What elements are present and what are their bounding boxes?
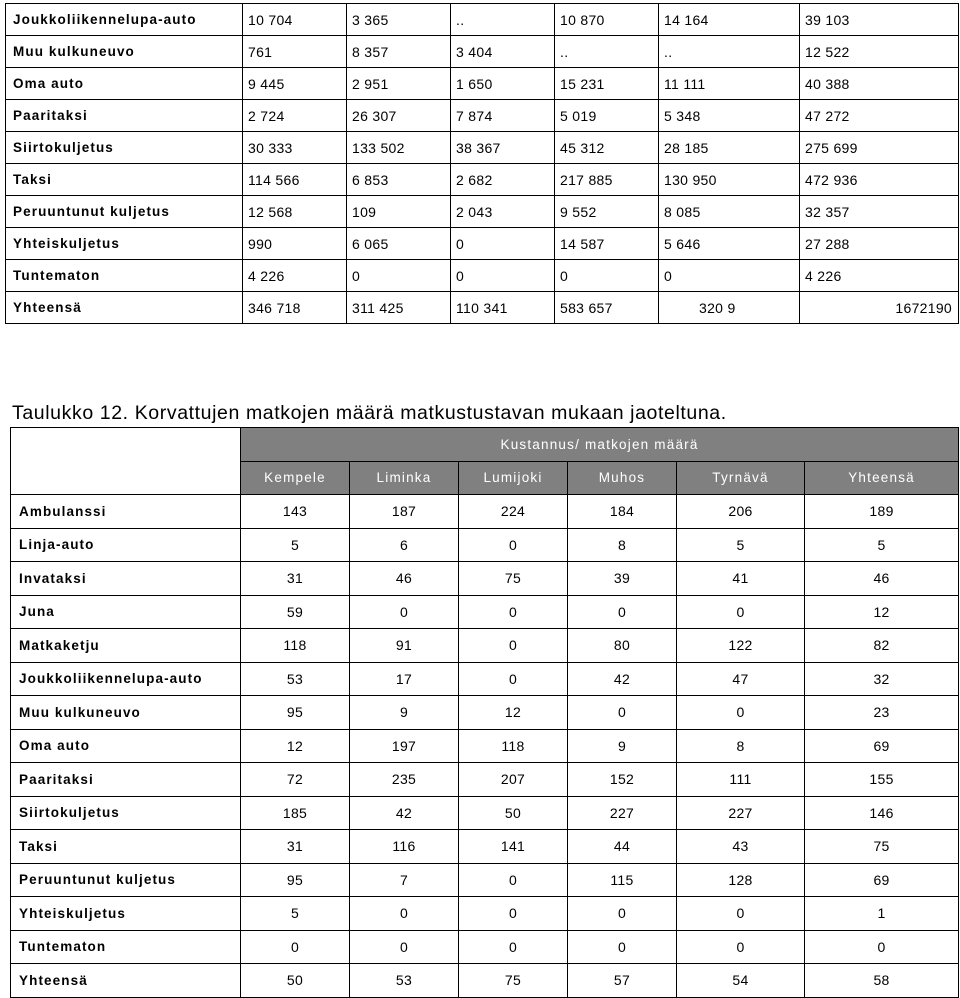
table-row: [11, 930, 959, 964]
table-cell: 47 272: [800, 100, 959, 132]
table-cell: 217 885: [555, 164, 659, 196]
table-cell: 9 445: [243, 68, 347, 100]
table-cell: 8 085: [659, 196, 800, 228]
corner-cell: [11, 461, 241, 495]
table-cell: 53: [241, 662, 350, 696]
table-cell: 4 226: [800, 260, 959, 292]
table-cell: ..: [555, 36, 659, 68]
table-cell: 311 425: [347, 292, 451, 324]
table-cell: 10 704: [243, 4, 347, 36]
table-cell: 133 502: [347, 132, 451, 164]
table-row: [11, 863, 959, 897]
table-row: [11, 495, 959, 529]
table-cell: 69: [805, 863, 959, 897]
table-cell: 82: [805, 629, 959, 663]
table-row: [11, 830, 959, 864]
column-header: Yhteensä: [805, 461, 959, 495]
row-label: Yhteensä: [6, 292, 243, 324]
table-cell: 50: [241, 964, 350, 998]
table-cell: 0: [677, 696, 805, 730]
table-cell: 184: [568, 495, 677, 529]
row-label: Juna: [11, 595, 241, 629]
column-header: Lumijoki: [459, 461, 568, 495]
table-cell: 4 226: [243, 260, 347, 292]
table-cell: 0: [459, 629, 568, 663]
table-cell: 75: [459, 562, 568, 596]
table-cell: 472 936: [800, 164, 959, 196]
table-cell: 275 699: [800, 132, 959, 164]
table-cell: 143: [241, 495, 350, 529]
table-cell: 5 348: [659, 100, 800, 132]
table-cell: 990: [243, 228, 347, 260]
table-row: [11, 662, 959, 696]
table-cell: 23: [805, 696, 959, 730]
table-cell: 59: [241, 595, 350, 629]
table-row: [6, 36, 959, 68]
column-header-row: [11, 461, 959, 495]
table-row: [11, 796, 959, 830]
group-header-row: [11, 428, 959, 462]
table-cell: 9: [350, 696, 459, 730]
row-label: Tuntematon: [6, 260, 243, 292]
table-row: [6, 228, 959, 260]
row-label: Joukkoliikennelupa-auto: [6, 4, 243, 36]
column-header: Kempele: [241, 461, 350, 495]
table-cell: 5: [677, 528, 805, 562]
table-cell: 10 870: [555, 4, 659, 36]
table-cell: 227: [568, 796, 677, 830]
table-row: [11, 763, 959, 797]
table-cell: 0: [459, 595, 568, 629]
table-cell: 114 566: [243, 164, 347, 196]
table-cell: 15 231: [555, 68, 659, 100]
table-cell: 53: [350, 964, 459, 998]
row-label: Ambulanssi: [11, 495, 241, 529]
table-caption: Taulukko 12. Korvattujen matkojen määrä matkustustavan mukaan jaoteltuna.: [12, 402, 727, 424]
table-row: [6, 100, 959, 132]
table-cell: 346 718: [243, 292, 347, 324]
table-cell: 0: [459, 930, 568, 964]
table-row: [11, 729, 959, 763]
table-cell: 12 522: [800, 36, 959, 68]
row-label: Paaritaksi: [11, 763, 241, 797]
table-cell: 57: [568, 964, 677, 998]
table-cell: 0: [568, 930, 677, 964]
table-cell: 26 307: [347, 100, 451, 132]
table-cell: 95: [241, 863, 350, 897]
cost-per-trip-table: [10, 427, 959, 998]
table-row: [6, 132, 959, 164]
table-cell: 8: [568, 528, 677, 562]
table-cell: 40 388: [800, 68, 959, 100]
table-cell: 5: [241, 897, 350, 931]
table-cell: 54: [677, 964, 805, 998]
table-cell: 5: [805, 528, 959, 562]
table-cell: 38 367: [451, 132, 555, 164]
table-cell: 69: [805, 729, 959, 763]
table-cell: 0: [555, 260, 659, 292]
table-cell: 95: [241, 696, 350, 730]
total-row: [6, 292, 959, 324]
table-cell: 187: [350, 495, 459, 529]
table-cell: 5: [241, 528, 350, 562]
table-cell: 72: [241, 763, 350, 797]
table-cell: 118: [459, 729, 568, 763]
table-cell: 39: [568, 562, 677, 596]
row-label: Peruuntunut kuljetus: [6, 196, 243, 228]
table-cell: 44: [568, 830, 677, 864]
table-cell: 42: [350, 796, 459, 830]
table-cell: 227: [677, 796, 805, 830]
table-cell: 0: [350, 897, 459, 931]
table-cell: 75: [805, 830, 959, 864]
table-cell: 206: [677, 495, 805, 529]
table-cell: 45 312: [555, 132, 659, 164]
table-cell: 41: [677, 562, 805, 596]
table-cell: 2 043: [451, 196, 555, 228]
table-cell: 146: [805, 796, 959, 830]
table-cell: 7: [350, 863, 459, 897]
table-cell: 6 853: [347, 164, 451, 196]
table-cell: 75: [459, 964, 568, 998]
table-cell: 207: [459, 763, 568, 797]
table-cell: 185: [241, 796, 350, 830]
row-label: Yhteiskuljetus: [11, 897, 241, 931]
table-row: [11, 964, 959, 998]
table-cell: 1: [805, 897, 959, 931]
table-cell: 0: [459, 897, 568, 931]
table-row: [11, 696, 959, 730]
table-cell: 0: [459, 662, 568, 696]
table-row: [6, 260, 959, 292]
table-cell: 12: [241, 729, 350, 763]
table-cell: 91: [350, 629, 459, 663]
row-label: Muu kulkuneuvo: [6, 36, 243, 68]
table-cell: 46: [805, 562, 959, 596]
table-cell: 0: [677, 897, 805, 931]
table-cell: 27 288: [800, 228, 959, 260]
table-cell: 2 951: [347, 68, 451, 100]
table-cell: 130 950: [659, 164, 800, 196]
table-cell: 58: [805, 964, 959, 998]
table-cell: 14 164: [659, 4, 800, 36]
row-label: Peruuntunut kuljetus: [11, 863, 241, 897]
table-cell: 0: [459, 528, 568, 562]
table-cell: 12 568: [243, 196, 347, 228]
table-row: [6, 196, 959, 228]
table-cell: 0: [459, 863, 568, 897]
row-label: Siirtokuljetus: [6, 132, 243, 164]
table-cell: 3 404: [451, 36, 555, 68]
table-cell: 197: [350, 729, 459, 763]
row-label: Yhteensä: [11, 964, 241, 998]
row-label: Matkaketju: [11, 629, 241, 663]
table-cell: 0: [350, 930, 459, 964]
table-cell: 320 9: [659, 292, 800, 324]
table-cell: 122: [677, 629, 805, 663]
table-cell: 80: [568, 629, 677, 663]
table-cell: 0: [347, 260, 451, 292]
row-label: Linja-auto: [11, 528, 241, 562]
table-cell: 2 724: [243, 100, 347, 132]
table-cell: 3 365: [347, 4, 451, 36]
table-row: [6, 4, 959, 36]
row-label: Oma auto: [11, 729, 241, 763]
table-cell: 5 019: [555, 100, 659, 132]
table-cell: 224: [459, 495, 568, 529]
table-cell: 0: [241, 930, 350, 964]
table-row: [11, 562, 959, 596]
row-label: Siirtokuljetus: [11, 796, 241, 830]
row-label: Muu kulkuneuvo: [11, 696, 241, 730]
table-cell: 28 185: [659, 132, 800, 164]
table-cell: 39 103: [800, 4, 959, 36]
table-cell: 32: [805, 662, 959, 696]
table-cell: 31: [241, 562, 350, 596]
table-cell: 115: [568, 863, 677, 897]
table-cell: 31: [241, 830, 350, 864]
group-header: Kustannus/ matkojen määrä: [241, 428, 959, 462]
table-cell: 0: [568, 595, 677, 629]
row-label: Taksi: [6, 164, 243, 196]
table-cell: 583 657: [555, 292, 659, 324]
table-cell: 43: [677, 830, 805, 864]
travel-mode-table-continued: [5, 3, 959, 324]
table-cell: 12: [459, 696, 568, 730]
table-cell: 7 874: [451, 100, 555, 132]
table-cell: 14 587: [555, 228, 659, 260]
table-cell: 0: [451, 228, 555, 260]
table-cell: 5 646: [659, 228, 800, 260]
table-cell: 17: [350, 662, 459, 696]
table-cell: 116: [350, 830, 459, 864]
table-cell: 50: [459, 796, 568, 830]
table-cell: 0: [568, 696, 677, 730]
row-label: Yhteiskuljetus: [6, 228, 243, 260]
row-label: Oma auto: [6, 68, 243, 100]
table-cell: 6: [350, 528, 459, 562]
table-cell: 155: [805, 763, 959, 797]
table-cell: ..: [659, 36, 800, 68]
table-cell: 189: [805, 495, 959, 529]
table-row: [11, 595, 959, 629]
table-cell: 235: [350, 763, 459, 797]
row-label: Invataksi: [11, 562, 241, 596]
table-cell: 47: [677, 662, 805, 696]
table-cell: 152: [568, 763, 677, 797]
table-cell: 111: [677, 763, 805, 797]
table-cell: 1672190: [800, 292, 959, 324]
table-row: [11, 897, 959, 931]
table-cell: 8 357: [347, 36, 451, 68]
corner-cell: [11, 428, 241, 462]
table-cell: 8: [677, 729, 805, 763]
table-cell: 6 065: [347, 228, 451, 260]
row-label: Tuntematon: [11, 930, 241, 964]
table-cell: 141: [459, 830, 568, 864]
table-cell: 30 333: [243, 132, 347, 164]
table-cell: 12: [805, 595, 959, 629]
table-cell: 0: [677, 930, 805, 964]
table-cell: 0: [568, 897, 677, 931]
column-header: Tyrnävä: [677, 461, 805, 495]
table-cell: 42: [568, 662, 677, 696]
table-cell: 0: [805, 930, 959, 964]
table-cell: 0: [350, 595, 459, 629]
row-label: Paaritaksi: [6, 100, 243, 132]
column-header: Liminka: [350, 461, 459, 495]
table-cell: 0: [659, 260, 800, 292]
column-header: Muhos: [568, 461, 677, 495]
table-row: [11, 528, 959, 562]
table-cell: ..: [451, 4, 555, 36]
row-label: Taksi: [11, 830, 241, 864]
table-cell: 761: [243, 36, 347, 68]
table-cell: 110 341: [451, 292, 555, 324]
table-row: [6, 164, 959, 196]
table-cell: 32 357: [800, 196, 959, 228]
table-cell: 0: [677, 595, 805, 629]
table-cell: 11 111: [659, 68, 800, 100]
table-row: [11, 629, 959, 663]
table-cell: 46: [350, 562, 459, 596]
table-cell: 109: [347, 196, 451, 228]
table-cell: 128: [677, 863, 805, 897]
table-cell: 1 650: [451, 68, 555, 100]
table-cell: 2 682: [451, 164, 555, 196]
table-cell: 9: [568, 729, 677, 763]
table-row: [6, 68, 959, 100]
row-label: Joukkoliikennelupa-auto: [11, 662, 241, 696]
table-cell: 9 552: [555, 196, 659, 228]
table-cell: 0: [451, 260, 555, 292]
table-cell: 118: [241, 629, 350, 663]
